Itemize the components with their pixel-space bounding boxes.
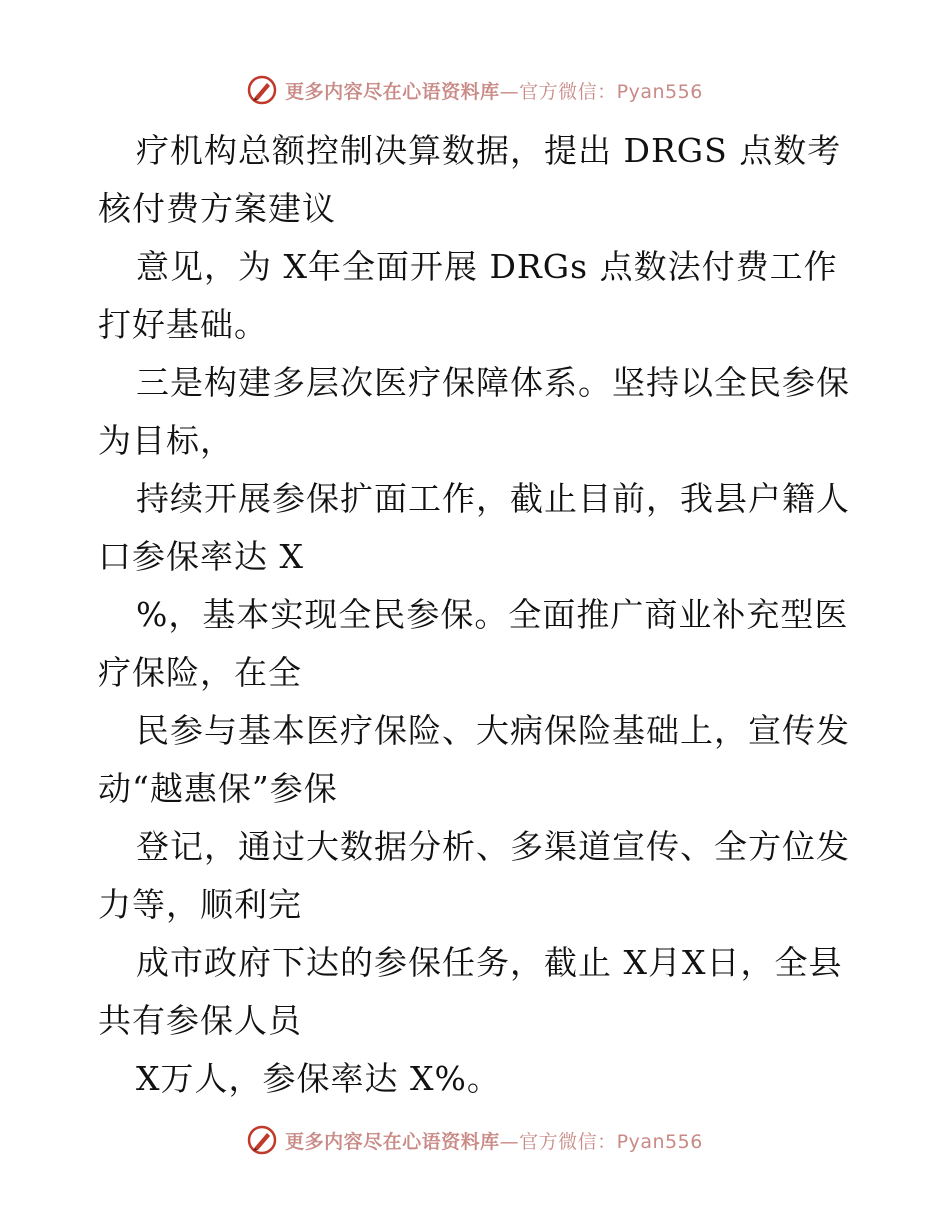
paragraph-9: X万人，参保率达 X%。	[136, 1059, 501, 1098]
paragraph-7: 登记，通过大数据分析、多渠道宣传、全方位发力等，顺利完	[98, 827, 850, 924]
document-body	[98, 122, 858, 1108]
watermark-main: 更多内容尽在心语资料库	[285, 1130, 500, 1153]
header-watermark	[0, 70, 950, 110]
paragraph-2: 意见，为 X年全面开展 DRGs 点数法付费工作打好基础。	[98, 247, 838, 344]
paragraph-4: 持续开展参保扩面工作，截止目前，我县户籍人口参保率达 X	[98, 479, 850, 576]
watermark-text	[285, 1127, 703, 1154]
watermark-sub: 官方微信：Pyan556	[519, 80, 703, 103]
paragraph-8: 成市政府下达的参保任务，截止 X月X日，全县共有参保人员	[98, 943, 843, 1040]
paragraph-3: 三是构建多层次医疗保障体系。坚持以全民参保为目标，	[98, 363, 850, 460]
paragraph-5: %，基本实现全民参保。全面推广商业补充型医疗保险，在全	[98, 595, 849, 692]
watermark-text	[285, 77, 703, 104]
footer-watermark	[0, 1120, 950, 1160]
watermark-sub: 官方微信：Pyan556	[519, 1130, 703, 1153]
paragraph-1: 疗机构总额控制决算数据，提出 DRGS 点数考核付费方案建议	[98, 131, 842, 228]
paragraph-6: 民参与基本医疗保险、大病保险基础上，宣传发动“越惠保”参保	[98, 711, 850, 808]
watermark-dash: —	[499, 80, 520, 103]
watermark-main: 更多内容尽在心语资料库	[285, 80, 500, 103]
pen-logo-icon	[247, 1125, 277, 1155]
pen-logo-icon	[247, 75, 277, 105]
watermark-dash: —	[499, 1130, 520, 1153]
